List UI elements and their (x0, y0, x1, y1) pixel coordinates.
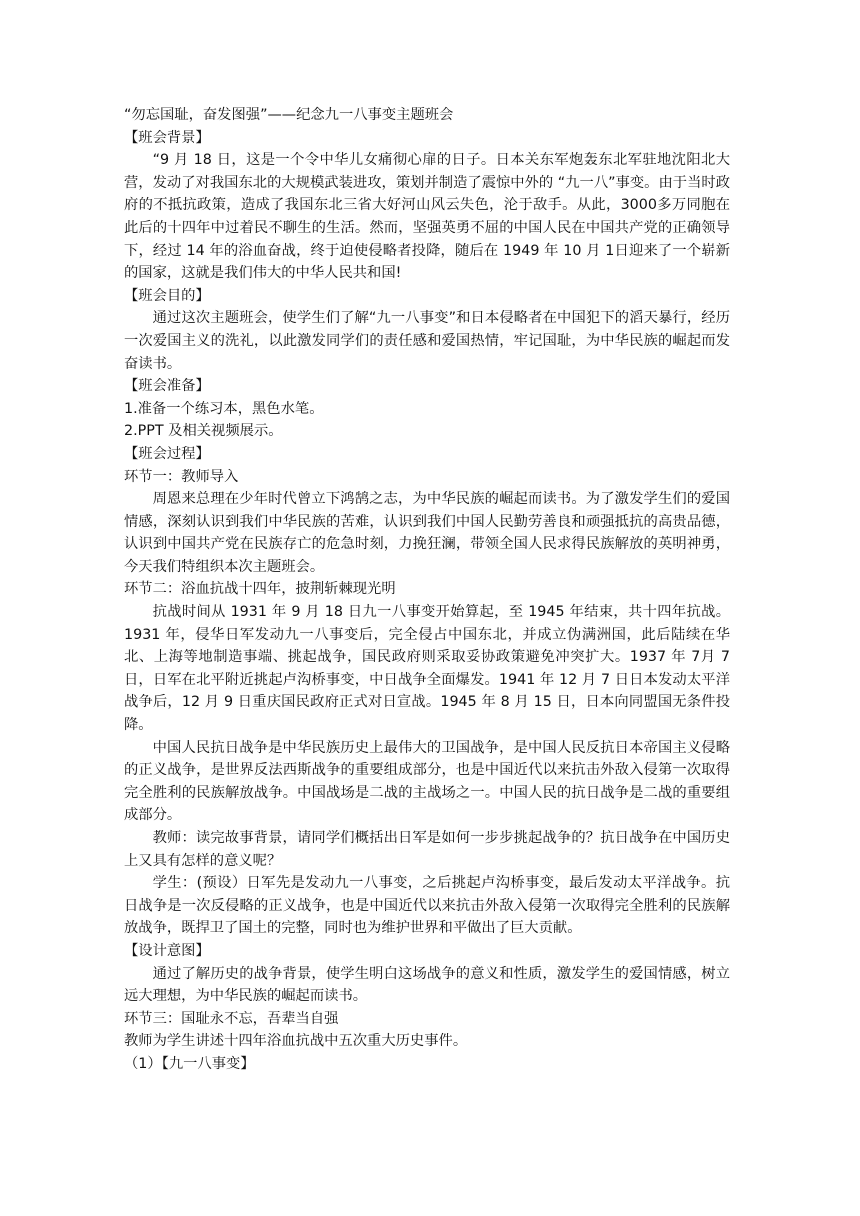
step-one-heading: 环节一：教师导入 (124, 468, 239, 485)
process-heading: 【班会过程】 (124, 445, 210, 462)
preparation-item: 2.PPT 及相关视频展示。 (124, 423, 283, 440)
step-three-paragraph: 教师为学生讲述十四年浴血抗战中五次重大历史事件。 (124, 1033, 468, 1050)
background-heading: 【班会背景】 (124, 129, 210, 146)
step-two-paragraph: 中国人民抗日战争是中华民族历史上最伟大的卫国战争，是中国人民反抗日本帝国主义侵略的正义战争，是世界反法西斯战争的重要组成部分，也是中国近代以来抗击外敌入侵第一次取得完全胜利的民族解放战争。中国战场是二战的主战场之一。中国人民的抗日战争是二战的重要组成部分。 (124, 739, 730, 824)
design-intent-paragraph: 通过了解历史的战争背景，使学生明白这场战争的意义和性质，激发学生的爱国情感，树立远大理想，为中华民族的崛起而读书。 (124, 965, 730, 1005)
step-three-heading: 环节三：国耻永不忘，吾辈当自强 (124, 1010, 339, 1027)
purpose-heading: 【班会目的】 (124, 287, 210, 304)
step-one-paragraph: 周恩来总理在少年时代曾立下鸿鹄之志，为中华民族的崛起而读书。为了激发学生们的爱国情感，深刻认识到我们中华民族的苦难，认识到我们中国人民勤劳善良和顽强抵抗的高贵品德，认识到中国共产党在民族存亡的危急时刻，力挽狂澜，带领全国人民求得民族解放的英明神勇，今天我们特组织本次主题班会。 (124, 491, 730, 575)
document-title: “勿忘国耻，奋发图强”——纪念九一八事变主题班会 (124, 107, 454, 123)
preparation-item: 1.准备一个练习本，黑色水笔。 (124, 400, 324, 417)
teacher-question: 教师：读完故事背景，请同学们概括出日军是如何一步步挑起战争的？抗日战争在中国历史上又具有怎样的意义呢？ (124, 830, 730, 869)
purpose-paragraph: 通过这次主题班会，使学生们了解“九一八事变”和日本侵略者在中国犯下的滔天暴行，经历一次爱国主义的洗礼，以此激发同学们的责任感和爱国热情，牢记国耻，为中华民族的崛起而发奋读书。 (124, 310, 730, 372)
preparation-heading: 【班会准备】 (124, 378, 210, 395)
background-paragraph: “9 月 18 日，这是一个令中华儿女痛彻心扉的日子。日本关东军炮轰东北军驻地沈阳北大营，发动了对我国东北的大规模武装进攻，策划并制造了震惊中外的 “九一八”事变。由于当时政府的不抵抗政策，造成了我国东北三省大好河山风云失色，沦于敌手。从此，3000多万同胞在此后的十四年中过着民不聊生的生活。然而，坚强英勇不屈的中国人民在中国共产党的正确领导下，经过 14 年的浴血奋战，终于迫使侵略者投降，随后在 1949 年 10 月 1日迎来了一个崭新的国家，这就是我们伟大的中华人民共和国! (124, 152, 730, 282)
document-body (124, 104, 730, 1076)
event-one-heading: （1）【九一八事变】 (124, 1055, 255, 1072)
design-intent-heading: 【设计意图】 (124, 942, 210, 959)
step-two-paragraph: 抗战时间从 1931 年 9 月 18 日九一八事变开始算起，至 1945 年结束，共十四年抗战。1931 年，侵华日军发动九一八事变后，完全侵占中国东北，并成立伪满洲国，此后陆续在华北、上海等地制造事端、挑起战争，国民政府则采取妥协政策避免冲突扩大。1937 年 7月 7 日，日军在北平附近挑起卢沟桥事变，中日战争全面爆发。1941 年 12 月 7 日日本发动太平洋战争后，12 月 9 日重庆国民政府正式对日宣战。1945 年 8 月 15 日，日本向同盟国无条件投降。 (124, 604, 730, 734)
student-answer: 学生：(预设）日军先是发动九一八事变，之后挑起卢沟桥事变，最后发动太平洋战争。抗日战争是一次反侵略的正义战争，也是中国近代以来抗击外敌入侵第一次取得完全胜利的民族解放战争，既捍卫了国土的完整，同时也为维护世界和平做出了巨大贡献。 (124, 875, 730, 937)
step-two-heading: 环节二：浴血抗战十四年，披荆斩棘现光明 (124, 581, 396, 598)
